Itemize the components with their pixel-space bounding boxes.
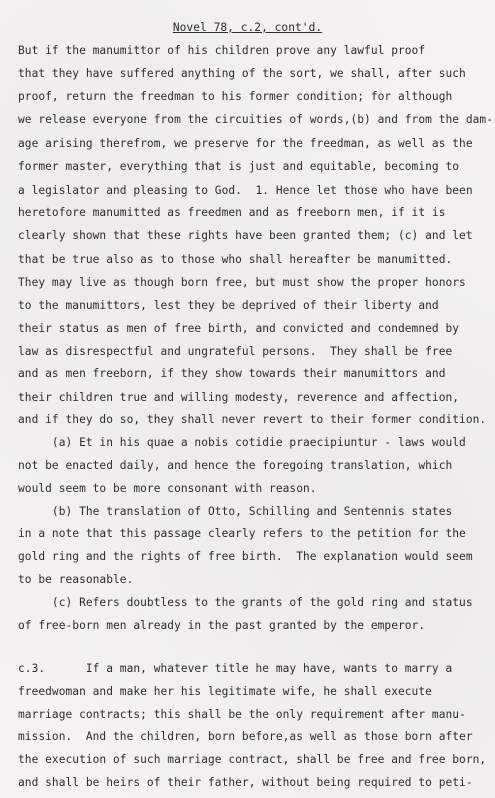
text-line: proof, return the freedman to his former condition; for although [18,90,453,103]
text-line: law as disrespectful and ungrateful persons. They shall be free [18,345,453,358]
text-line: freedwoman and make her his legitimate wife, he shall execute [18,685,432,698]
text-line: we release everyone from the circuities of words,(b) and from the dam- [18,113,493,126]
text-line: They may live as though born free, but must show the proper honors [18,276,466,289]
text-line: to the manumittors, lest they be deprived of their liberty and [18,299,439,312]
text-line: (b) The translation of Otto, Schilling and Sentennis states [18,505,453,518]
text-line: mission. And the children, born before,as well as those born after [18,730,473,743]
text-line: heretofore manumitted as freedmen and as freeborn men, if it is [18,206,446,219]
text-line: in a note that this passage clearly refers to the petition for the [18,527,466,540]
text-line: their status as men of free birth, and convicted and condemned by [18,322,460,335]
text-line: age arising therefrom, we preserve for the freedman, as well as the [18,137,473,150]
text-line: to be reasonable. [18,573,134,586]
text-line: c.3. If a man, whatever title he may have, wants to marry a [18,662,453,675]
text-line: the execution of such marriage contract, shall be free and free born, [18,753,487,766]
text-line: their children true and willing modesty, reverence and affection, [18,391,460,404]
text-line: would seem to be more consonant with reason. [18,482,317,495]
text-line: But if the manumittor of his children prove any lawful proof [18,44,426,57]
text-line: and as men freeborn, if they show towards their manumittors and [18,367,446,380]
text-line: marriage contracts; this shall be the only requirement after manu- [18,708,466,721]
text-line: (a) Et in his quae a nobis cotidie praecipiuntur - laws would [18,436,466,449]
text-line: (c) Refers doubtless to the grants of the gold ring and status [18,596,473,609]
text-line: and if they do so, they shall never revert to their former condition. [18,413,487,426]
text-line: that be true also as to those who shall hereafter be manumitted. [18,253,453,266]
text-line: gold ring and the rights of free birth. The explanation would seem [18,550,473,563]
page-heading: Novel 78, c.2, cont'd. [172,21,323,34]
text-line: that they have suffered anything of the sort, we shall, after such [18,67,466,80]
text-line: former master, everything that is just and equitable, becoming to [18,160,460,173]
text-line: of free-born men already in the past granted by the emperor. [18,619,426,632]
text-line: clearly shown that these rights have been granted them; (c) and let [18,229,473,242]
text-line: and shall be heirs of their father, without being required to peti- [18,776,473,789]
text-line: a legislator and pleasing to God. 1. Hence let those who have been [18,184,473,197]
text-line: not be enacted daily, and hence the foregoing translation, which [18,459,453,472]
